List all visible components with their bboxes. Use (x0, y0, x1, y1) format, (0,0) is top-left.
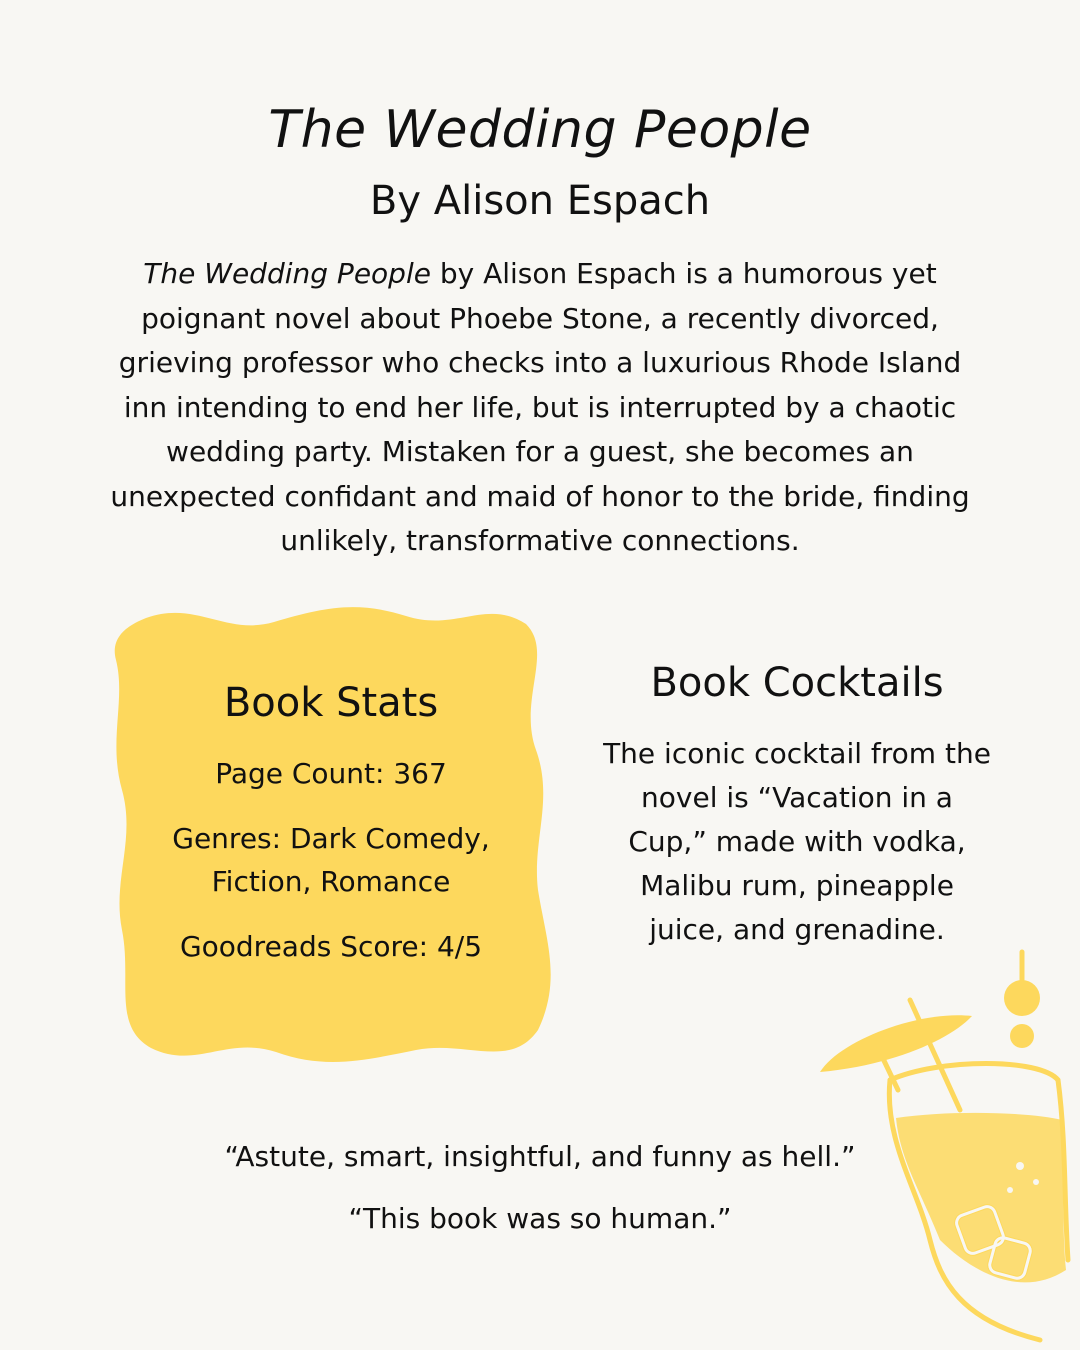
stats-heading: Book Stats (223, 680, 439, 726)
book-title: The Wedding People (268, 100, 812, 160)
summary-text: by Alison Espach is a humorous yet poignant novel about Phoebe Stone, a recently divorced, grieving professor who checks into a luxurious Rhode Island inn intending to end her life, but is interrupted by a chaotic wedding party. Mistaken for a guest, she becomes an unexpected confidant and maid of honor to the bride, finding unlikely, transformative connections. (110, 257, 970, 557)
review-quote-2: “This book was so human.” (348, 1202, 732, 1235)
cocktails-heading: Book Cocktails (650, 660, 944, 706)
book-author: By Alison Espach (369, 178, 711, 224)
cocktail-glass-icon (800, 940, 1080, 1350)
book-summary (100, 252, 980, 564)
stats-page-count: Page Count: 367 (215, 757, 447, 790)
stats-goodreads-score: Goodreads Score: 4/5 (179, 930, 483, 963)
stats-genres: Genres: Dark Comedy, Fiction, Romance (172, 822, 490, 898)
cocktails-text: The iconic cocktail from the novel is “Vacation in a Cup,” made with vodka, Malibu rum, pineapple juice, and grenadine. (603, 737, 991, 946)
book-stats-panel (120, 680, 542, 990)
book-cocktails-panel (600, 660, 994, 952)
summary-book-title: The Wedding People (143, 257, 431, 290)
review-quote-1: “Astute, smart, insightful, and funny as hell.” (224, 1140, 856, 1173)
